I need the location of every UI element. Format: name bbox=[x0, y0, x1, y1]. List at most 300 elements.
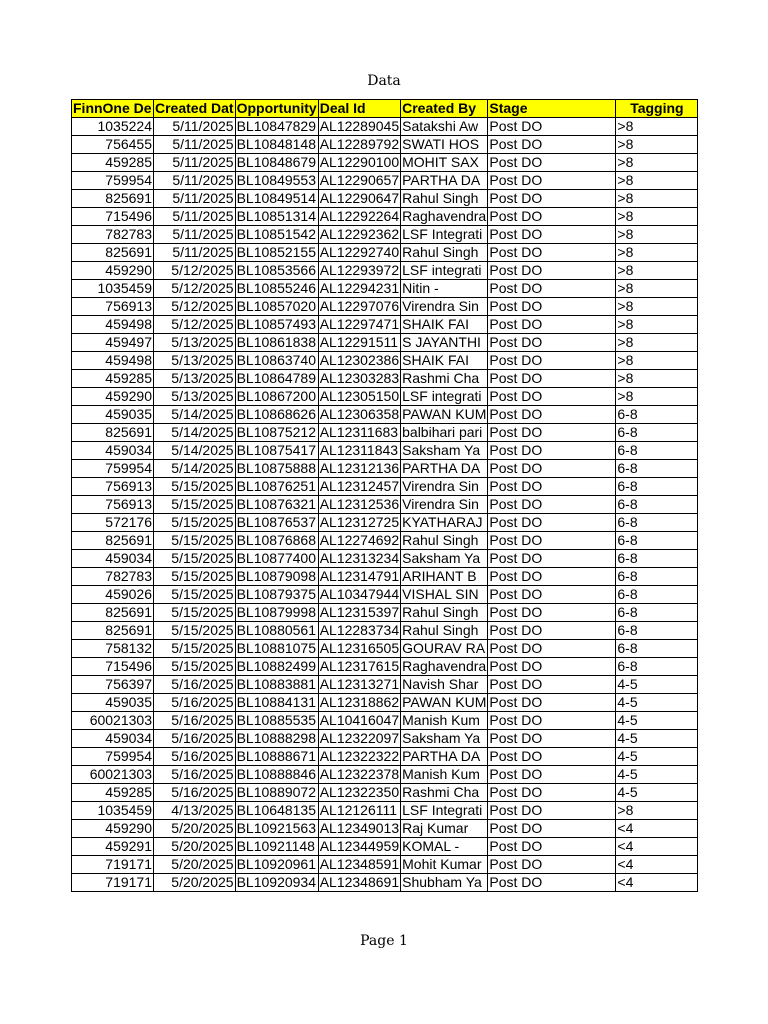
tagging-cell: >8 bbox=[616, 118, 698, 136]
table-row bbox=[72, 370, 698, 388]
opportunity-cell: BL10851314 bbox=[235, 208, 318, 226]
stage-cell: Post DO bbox=[488, 874, 616, 892]
table-row bbox=[72, 442, 698, 460]
table-row bbox=[72, 496, 698, 514]
table-row bbox=[72, 388, 698, 406]
stage-cell: Post DO bbox=[488, 712, 616, 730]
created-by-cell: KOMAL - bbox=[401, 838, 488, 856]
finnone-cell: 1035459 bbox=[72, 802, 154, 820]
tagging-cell: 6-8 bbox=[616, 442, 698, 460]
header-tagging: Tagging bbox=[616, 100, 698, 118]
tagging-cell: >8 bbox=[616, 388, 698, 406]
opportunity-cell: BL10875888 bbox=[235, 460, 318, 478]
stage-cell: Post DO bbox=[488, 478, 616, 496]
table-row bbox=[72, 280, 698, 298]
deal-id-cell: AL12289045 bbox=[319, 118, 400, 134]
deal-id-cell: AL12311843 bbox=[318, 442, 400, 460]
created-date-cell: 5/14/2025 bbox=[154, 406, 236, 424]
deal-id-cell: AL12318862 bbox=[319, 694, 400, 710]
finnone-cell: 719171 bbox=[72, 874, 154, 892]
created-by-cell: Nitin - bbox=[401, 280, 488, 298]
created-date-cell: 5/15/2025 bbox=[154, 478, 236, 496]
finnone-cell: 825691 bbox=[72, 604, 154, 622]
deal-id-cell: AL12348691 bbox=[319, 874, 400, 890]
created-by-cell: Rahul Singh bbox=[401, 244, 488, 262]
stage-cell: Post DO bbox=[488, 766, 616, 784]
header-stage: Stage bbox=[488, 100, 616, 118]
tagging-cell: 6-8 bbox=[616, 460, 698, 478]
created-by-cell: Raj Kumar bbox=[401, 820, 488, 838]
tagging-cell: 6-8 bbox=[616, 622, 698, 640]
deal-id-cell: AL12312136 bbox=[319, 460, 400, 476]
opportunity-cell: BL10848679 bbox=[235, 154, 318, 172]
table-row bbox=[72, 532, 698, 550]
stage-cell: Post DO bbox=[488, 280, 616, 298]
created-by-cell: Shubham Ya bbox=[401, 874, 488, 892]
tagging-cell: <4 bbox=[616, 856, 698, 874]
created-by-cell: Raghavendra bbox=[402, 208, 487, 224]
deal-id-cell: AL12312725 bbox=[319, 514, 400, 530]
created-date-cell: 5/16/2025 bbox=[154, 694, 236, 712]
table-row bbox=[72, 586, 698, 604]
deal-id-cell: AL10347944 bbox=[319, 586, 400, 602]
stage-cell: Post DO bbox=[488, 586, 616, 604]
finnone-cell: 459034 bbox=[72, 550, 154, 568]
tagging-cell: >8 bbox=[616, 334, 698, 352]
finnone-cell: 825691 bbox=[72, 532, 154, 550]
created-by-cell: Raghavendra bbox=[402, 658, 487, 674]
created-date-cell: 5/15/2025 bbox=[154, 658, 236, 676]
tagging-cell: <4 bbox=[616, 838, 698, 856]
finnone-cell: 459285 bbox=[72, 370, 154, 388]
tagging-cell: >8 bbox=[616, 298, 698, 316]
finnone-cell: 459497 bbox=[72, 334, 154, 352]
tagging-cell: 6-8 bbox=[616, 568, 698, 586]
created-date-cell: 5/15/2025 bbox=[154, 550, 236, 568]
deal-id-cell: AL12303283 bbox=[319, 370, 400, 386]
tagging-cell: >8 bbox=[616, 226, 698, 244]
stage-cell: Post DO bbox=[488, 406, 616, 424]
created-date-cell: 4/13/2025 bbox=[154, 802, 236, 820]
deal-id-cell: AL12314791 bbox=[319, 568, 400, 584]
created-by-cell: SHAIK FAI bbox=[401, 352, 488, 370]
opportunity-cell: BL10883881 bbox=[235, 676, 318, 694]
tagging-cell: 4-5 bbox=[616, 676, 698, 694]
stage-cell: Post DO bbox=[488, 496, 616, 514]
created-date-cell: 5/14/2025 bbox=[154, 424, 236, 442]
header-deal-id: Deal Id bbox=[318, 100, 400, 118]
table-row bbox=[72, 244, 698, 262]
opportunity-cell: BL10921563 bbox=[235, 820, 318, 838]
created-by-cell: Virendra Sin bbox=[401, 298, 488, 316]
tagging-cell: >8 bbox=[616, 316, 698, 334]
finnone-cell: 756397 bbox=[72, 676, 154, 694]
header-opportunity: Opportunity bbox=[236, 100, 317, 116]
created-date-cell: 5/15/2025 bbox=[154, 532, 236, 550]
table-row bbox=[72, 676, 698, 694]
table-row bbox=[72, 136, 698, 154]
created-by-cell: Navish Shar bbox=[401, 676, 488, 694]
created-date-cell: 5/20/2025 bbox=[154, 856, 236, 874]
stage-cell: Post DO bbox=[488, 442, 616, 460]
tagging-cell: >8 bbox=[616, 154, 698, 172]
finnone-cell: 459498 bbox=[72, 316, 154, 334]
deal-id-cell: AL12289792 bbox=[319, 136, 400, 152]
finnone-cell: 756913 bbox=[72, 496, 154, 514]
created-by-cell: LSF integrati bbox=[401, 388, 488, 406]
table-row bbox=[72, 262, 698, 280]
tagging-cell: 6-8 bbox=[616, 604, 698, 622]
created-by-cell: GOURAV RA bbox=[401, 640, 488, 658]
created-date-cell: 5/16/2025 bbox=[154, 784, 236, 802]
created-date-cell: 5/16/2025 bbox=[154, 748, 236, 766]
table-row bbox=[72, 784, 698, 802]
tagging-cell: 6-8 bbox=[616, 640, 698, 658]
finnone-cell: 782783 bbox=[72, 568, 154, 586]
created-by-cell: Saksham Ya bbox=[401, 442, 488, 460]
created-date-cell: 5/20/2025 bbox=[154, 874, 236, 892]
created-by-cell: KYATHARAJ bbox=[401, 514, 488, 532]
deal-id-cell: AL12292264 bbox=[319, 208, 400, 224]
stage-cell: Post DO bbox=[488, 856, 616, 874]
stage-cell: Post DO bbox=[488, 190, 616, 208]
tagging-cell: >8 bbox=[616, 208, 698, 226]
deal-id-cell: AL12292740 bbox=[319, 244, 400, 260]
opportunity-cell: BL10920961 bbox=[235, 856, 318, 874]
created-by-cell: Rashmi Cha bbox=[401, 784, 488, 802]
opportunity-cell: BL10857020 bbox=[235, 298, 318, 316]
stage-cell: Post DO bbox=[488, 532, 616, 550]
deal-id-cell: AL10416047 bbox=[319, 712, 400, 728]
table-row bbox=[72, 478, 698, 496]
deal-id-cell: AL12305150 bbox=[319, 388, 400, 404]
finnone-cell: 825691 bbox=[72, 424, 154, 442]
deal-id-cell: AL12293972 bbox=[319, 262, 400, 278]
stage-cell: Post DO bbox=[488, 838, 616, 856]
finnone-cell: 459290 bbox=[72, 262, 154, 280]
tagging-cell: 6-8 bbox=[616, 406, 698, 424]
tagging-cell: >8 bbox=[616, 352, 698, 370]
tagging-cell: >8 bbox=[616, 370, 698, 388]
table-body bbox=[72, 118, 698, 892]
opportunity-cell: BL10851542 bbox=[235, 226, 318, 244]
stage-cell: Post DO bbox=[488, 730, 616, 748]
created-by-cell: MOHIT SAX bbox=[401, 154, 488, 172]
table-row bbox=[72, 118, 698, 136]
table-row bbox=[72, 820, 698, 838]
opportunity-cell: BL10648135 bbox=[235, 802, 318, 820]
finnone-cell: 459285 bbox=[72, 154, 154, 172]
deal-id-cell: AL12291511 bbox=[318, 334, 400, 352]
stage-cell: Post DO bbox=[488, 388, 616, 406]
created-date-cell: 5/13/2025 bbox=[154, 388, 236, 406]
created-by-cell: Rahul Singh bbox=[401, 190, 488, 208]
created-date-cell: 5/15/2025 bbox=[154, 514, 236, 532]
created-date-cell: 5/16/2025 bbox=[154, 766, 236, 784]
tagging-cell: 6-8 bbox=[616, 514, 698, 532]
opportunity-cell: BL10884131 bbox=[235, 694, 318, 712]
opportunity-cell: BL10880561 bbox=[235, 622, 318, 640]
header-created-by: Created By bbox=[401, 100, 488, 118]
stage-cell: Post DO bbox=[488, 460, 616, 478]
tagging-cell: 6-8 bbox=[616, 496, 698, 514]
opportunity-cell: BL10864789 bbox=[235, 370, 318, 388]
stage-cell: Post DO bbox=[488, 784, 616, 802]
created-date-cell: 5/16/2025 bbox=[154, 676, 236, 694]
created-date-cell: 5/12/2025 bbox=[154, 298, 236, 316]
table-row bbox=[72, 604, 698, 622]
created-date-cell: 5/15/2025 bbox=[154, 568, 236, 586]
table-row bbox=[72, 190, 698, 208]
stage-cell: Post DO bbox=[488, 568, 616, 586]
deal-id-cell: AL12348591 bbox=[319, 856, 400, 872]
stage-cell: Post DO bbox=[488, 352, 616, 370]
created-date-cell: 5/12/2025 bbox=[154, 262, 236, 280]
deal-id-cell: AL12274692 bbox=[319, 532, 400, 548]
table-row bbox=[72, 856, 698, 874]
deal-id-cell: AL12290100 bbox=[319, 154, 400, 170]
created-date-cell: 5/11/2025 bbox=[154, 172, 236, 190]
stage-cell: Post DO bbox=[488, 118, 616, 136]
finnone-cell: 1035459 bbox=[72, 280, 154, 298]
created-date-cell: 5/16/2025 bbox=[154, 712, 236, 730]
tagging-cell: 4-5 bbox=[616, 730, 698, 748]
deal-id-cell: AL12322350 bbox=[319, 784, 400, 800]
deal-id-cell: AL12126111 bbox=[318, 802, 400, 820]
opportunity-cell: BL10861838 bbox=[235, 334, 318, 352]
opportunity-cell: BL10852155 bbox=[235, 244, 318, 262]
finnone-cell: 459035 bbox=[72, 694, 154, 712]
tagging-cell: >8 bbox=[616, 244, 698, 262]
deal-id-cell: AL12315397 bbox=[319, 604, 400, 620]
opportunity-cell: BL10877400 bbox=[235, 550, 318, 568]
opportunity-cell: BL10888846 bbox=[235, 766, 318, 784]
created-by-cell: LSF Integrati bbox=[401, 802, 488, 820]
created-by-cell: Saksham Ya bbox=[401, 730, 488, 748]
created-date-cell: 5/15/2025 bbox=[154, 604, 236, 622]
finnone-cell: 756913 bbox=[72, 478, 154, 496]
finnone-cell: 459285 bbox=[72, 784, 154, 802]
tagging-cell: 4-5 bbox=[616, 784, 698, 802]
created-by-cell: Rahul Singh bbox=[401, 604, 488, 622]
created-by-cell: Virendra Sin bbox=[401, 496, 488, 514]
created-by-cell: Saksham Ya bbox=[401, 550, 488, 568]
opportunity-cell: BL10863740 bbox=[235, 352, 318, 370]
tagging-cell: 6-8 bbox=[616, 658, 698, 676]
opportunity-cell: BL10879375 bbox=[235, 586, 318, 604]
created-date-cell: 5/14/2025 bbox=[154, 460, 236, 478]
opportunity-cell: BL10848148 bbox=[235, 136, 318, 154]
created-by-cell: ARIHANT B bbox=[401, 568, 488, 586]
tagging-cell: >8 bbox=[616, 190, 698, 208]
tagging-cell: 6-8 bbox=[616, 550, 698, 568]
created-by-cell: PARTHA DA bbox=[401, 748, 488, 766]
created-date-cell: 5/16/2025 bbox=[154, 730, 236, 748]
created-date-cell: 5/15/2025 bbox=[154, 640, 236, 658]
finnone-cell: 459035 bbox=[72, 406, 154, 424]
deal-id-cell: AL12322322 bbox=[319, 748, 400, 764]
created-by-cell: Manish Kum bbox=[401, 712, 488, 730]
tagging-cell: 6-8 bbox=[616, 424, 698, 442]
deal-id-cell: AL12312536 bbox=[319, 496, 400, 512]
created-by-cell: S JAYANTHI bbox=[401, 334, 488, 352]
tagging-cell: >8 bbox=[616, 172, 698, 190]
finnone-cell: 825691 bbox=[72, 244, 154, 262]
opportunity-cell: BL10876537 bbox=[235, 514, 318, 532]
deal-id-cell: AL12302386 bbox=[319, 352, 400, 368]
stage-cell: Post DO bbox=[488, 136, 616, 154]
finnone-cell: 1035224 bbox=[72, 118, 154, 136]
opportunity-cell: BL10849553 bbox=[235, 172, 318, 190]
tagging-cell: 6-8 bbox=[616, 586, 698, 604]
data-table bbox=[71, 99, 698, 892]
created-date-cell: 5/20/2025 bbox=[154, 820, 236, 838]
tagging-cell: 4-5 bbox=[616, 694, 698, 712]
deal-id-cell: AL12312457 bbox=[319, 478, 400, 494]
table-row bbox=[72, 712, 698, 730]
opportunity-cell: BL10876868 bbox=[235, 532, 318, 550]
opportunity-cell: BL10876321 bbox=[235, 496, 318, 514]
stage-cell: Post DO bbox=[488, 244, 616, 262]
deal-id-cell: AL12297471 bbox=[319, 316, 400, 332]
deal-id-cell: AL12292362 bbox=[319, 226, 400, 242]
created-by-cell: PARTHA DA bbox=[401, 172, 488, 190]
stage-cell: Post DO bbox=[488, 226, 616, 244]
deal-id-cell: AL12313234 bbox=[319, 550, 400, 566]
stage-cell: Post DO bbox=[488, 370, 616, 388]
tagging-cell: >8 bbox=[616, 280, 698, 298]
created-by-cell: SWATI HOS bbox=[401, 136, 488, 154]
created-date-cell: 5/15/2025 bbox=[154, 496, 236, 514]
tagging-cell: >8 bbox=[616, 802, 698, 820]
created-by-cell: Rahul Singh bbox=[401, 622, 488, 640]
opportunity-cell: BL10888298 bbox=[235, 730, 318, 748]
created-by-cell: VISHAL SIN bbox=[401, 586, 488, 604]
finnone-cell: 758132 bbox=[72, 640, 154, 658]
table-row bbox=[72, 334, 698, 352]
table-row bbox=[72, 208, 698, 226]
tagging-cell: <4 bbox=[616, 820, 698, 838]
opportunity-cell: BL10868626 bbox=[235, 406, 318, 424]
deal-id-cell: AL12290647 bbox=[319, 190, 400, 206]
table-row bbox=[72, 802, 698, 820]
table-row bbox=[72, 550, 698, 568]
finnone-cell: 715496 bbox=[72, 208, 154, 226]
created-by-cell: Rashmi Cha bbox=[401, 370, 488, 388]
created-date-cell: 5/15/2025 bbox=[154, 586, 236, 604]
tagging-cell: >8 bbox=[616, 262, 698, 280]
finnone-cell: 60021303 bbox=[72, 766, 154, 784]
table-row bbox=[72, 766, 698, 784]
finnone-cell: 825691 bbox=[72, 622, 154, 640]
stage-cell: Post DO bbox=[488, 172, 616, 190]
created-date-cell: 5/11/2025 bbox=[154, 118, 236, 136]
opportunity-cell: BL10885535 bbox=[235, 712, 318, 730]
header-created-date: Created Dat bbox=[155, 100, 234, 116]
table-row bbox=[72, 172, 698, 190]
finnone-cell: 459290 bbox=[72, 388, 154, 406]
created-by-cell: LSF Integrati bbox=[401, 226, 488, 244]
stage-cell: Post DO bbox=[488, 676, 616, 694]
tagging-cell: 4-5 bbox=[616, 712, 698, 730]
stage-cell: Post DO bbox=[488, 820, 616, 838]
deal-id-cell: AL12283734 bbox=[319, 622, 400, 638]
deal-id-cell: AL12349013 bbox=[319, 820, 400, 836]
deal-id-cell: AL12344959 bbox=[319, 838, 400, 854]
opportunity-cell: BL10881075 bbox=[235, 640, 318, 658]
table-row bbox=[72, 298, 698, 316]
finnone-cell: 572176 bbox=[72, 514, 154, 532]
table-row bbox=[72, 154, 698, 172]
page-title: Data bbox=[367, 73, 401, 89]
created-date-cell: 5/20/2025 bbox=[154, 838, 236, 856]
table-row bbox=[72, 406, 698, 424]
opportunity-cell: BL10867200 bbox=[235, 388, 318, 406]
table-row bbox=[72, 658, 698, 676]
opportunity-cell: BL10853566 bbox=[235, 262, 318, 280]
created-date-cell: 5/13/2025 bbox=[154, 334, 236, 352]
opportunity-cell: BL10875417 bbox=[235, 442, 318, 460]
created-date-cell: 5/11/2025 bbox=[154, 208, 236, 226]
table-row bbox=[72, 640, 698, 658]
table-row bbox=[72, 460, 698, 478]
table-row bbox=[72, 622, 698, 640]
created-by-cell: Satakshi Aw bbox=[401, 118, 488, 136]
table-row bbox=[72, 316, 698, 334]
deal-id-cell: AL12316505 bbox=[319, 640, 400, 656]
finnone-cell: 759954 bbox=[72, 748, 154, 766]
table-row bbox=[72, 694, 698, 712]
stage-cell: Post DO bbox=[488, 154, 616, 172]
opportunity-cell: BL10888671 bbox=[235, 748, 318, 766]
table-row bbox=[72, 838, 698, 856]
stage-cell: Post DO bbox=[488, 658, 616, 676]
opportunity-cell: BL10879098 bbox=[235, 568, 318, 586]
finnone-cell: 756913 bbox=[72, 298, 154, 316]
finnone-cell: 459034 bbox=[72, 442, 154, 460]
created-date-cell: 5/11/2025 bbox=[154, 244, 236, 262]
stage-cell: Post DO bbox=[488, 316, 616, 334]
stage-cell: Post DO bbox=[488, 694, 616, 712]
deal-id-cell: AL12317615 bbox=[319, 658, 400, 674]
tagging-cell: 4-5 bbox=[616, 766, 698, 784]
finnone-cell: 759954 bbox=[72, 172, 154, 190]
tagging-cell: 6-8 bbox=[616, 532, 698, 550]
header-finnone-de: FinnOne De bbox=[73, 100, 152, 116]
table-row bbox=[72, 424, 698, 442]
finnone-cell: 715496 bbox=[72, 658, 154, 676]
deal-id-cell: AL12322097 bbox=[319, 730, 400, 746]
created-date-cell: 5/13/2025 bbox=[154, 370, 236, 388]
stage-cell: Post DO bbox=[488, 802, 616, 820]
finnone-cell: 459290 bbox=[72, 820, 154, 838]
deal-id-cell: AL12294231 bbox=[319, 280, 400, 296]
tagging-cell: <4 bbox=[616, 874, 698, 892]
deal-id-cell: AL12290657 bbox=[319, 172, 400, 188]
created-by-cell: balbihari pari bbox=[401, 424, 488, 442]
opportunity-cell: BL10879998 bbox=[235, 604, 318, 622]
table-row bbox=[72, 568, 698, 586]
created-by-cell: Mohit Kumar bbox=[401, 856, 488, 874]
finnone-cell: 459291 bbox=[72, 838, 154, 856]
tagging-cell: >8 bbox=[616, 136, 698, 154]
created-by-cell: SHAIK FAI bbox=[401, 316, 488, 334]
finnone-cell: 759954 bbox=[72, 460, 154, 478]
created-by-cell: Manish Kum bbox=[401, 766, 488, 784]
page-footer: Page 1 bbox=[360, 933, 408, 949]
created-by-cell: PAWAN KUM bbox=[402, 694, 487, 710]
opportunity-cell: BL10920934 bbox=[235, 874, 318, 892]
